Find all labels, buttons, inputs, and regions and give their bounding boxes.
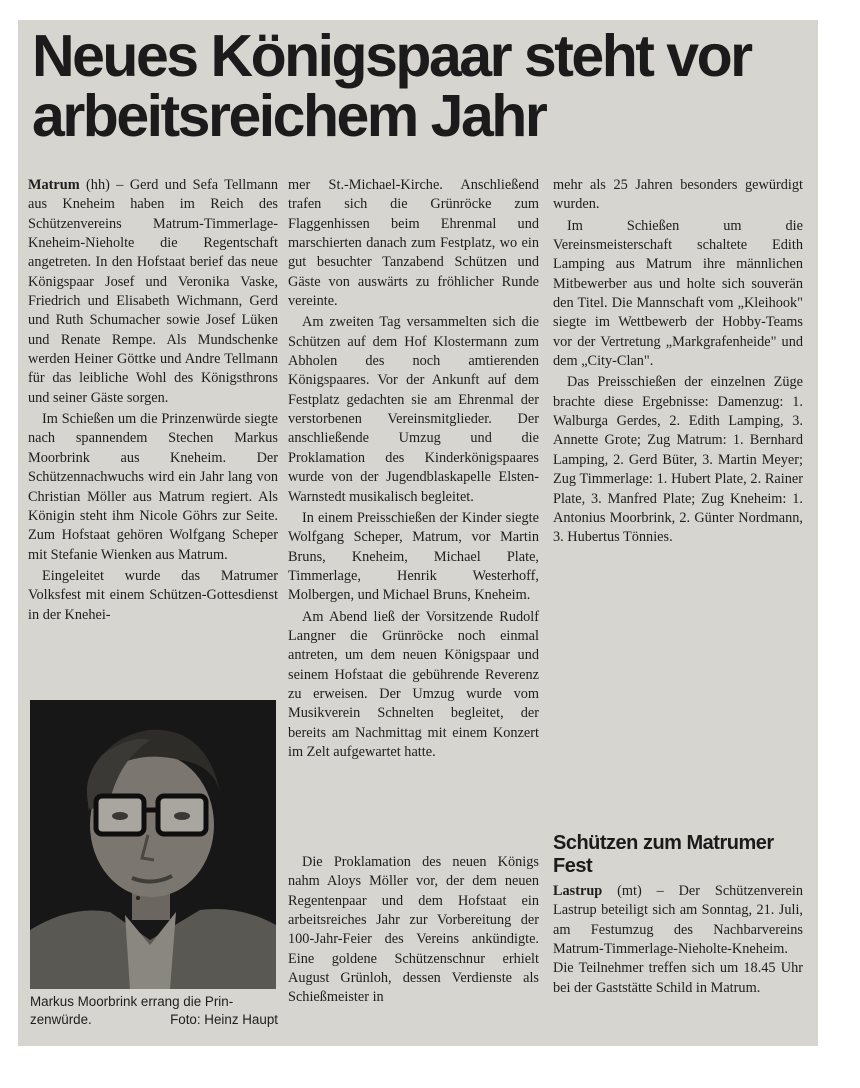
paragraph: Im Schießen um die Vereinsmeisterschaft schaltete Edith Lamping aus Matrum ihre männlichen Mitbewerber aus und holte sich souverän den Titel. Die Mannschaft vom „Kleihook" siegte im Wettbewerb der Hobby-Teams vor der Vertretung „Markgrafenheide" und dem „City-Clan". <box>553 217 803 370</box>
paragraph: In einem Preisschießen der Kinder siegte Wolfgang Scheper, Matrum, vor Martin Bruns, Kneheim, Michael Plate, Timmerlage, Henrik Westerhoff, Molbergen, und Michael Bruns, Kneheim. <box>288 509 539 604</box>
article-column-2 <box>288 176 539 764</box>
sidebar-headline: Schützen zum Matrumer Fest <box>553 832 774 877</box>
paragraph: Eingeleitet wurde das Matrumer Volksfest mit einem Schützen-Gottesdienst in der Knehei- <box>28 567 278 623</box>
portrait-illustration <box>30 700 276 989</box>
dateline: Lastrup <box>553 883 603 899</box>
photo-caption <box>30 993 278 1029</box>
article-column-1 <box>28 176 278 627</box>
paragraph-text: (hh) – Gerd und Sefa Tellmann aus Kneheim haben im Reich des Schützenvereins Matrum-Timmerlage-Kneheim-Nieholte die Regentschaft angetreten. In den Hofstaat berief das neue Königspaar Josef und Veronika Vaske, Friedrich und Elisabeth Wichmann, Gerd und Ruth Schumacher sowie Josef Lüken und Renate Rempe. Als Mundschenke werden Heiner Göttke und Andre Tellmann für das leibliche Wohl des Königsthrons und seiner Gäste sorgen. <box>28 177 278 406</box>
caption-line: zenwürde. <box>30 1012 92 1027</box>
paragraph: Im Schießen um die Prinzenwürde siegte nach spannendem Stechen Markus Moorbrink aus Kneheim. Der Schützennachwuchs wird ein Jahr lang von Christian Möller aus Matrum regiert. Als Königin steht ihm Nicole Göhrs zur Seite. Zum Hofstaat gehören Wolfgang Scheper mit Stefanie Wienken aus Matrum. <box>28 411 278 563</box>
paragraph: Am Abend ließ der Vorsitzende Rudolf Langner die Grünröcke noch einmal antreten, um dem neuen Königspaar und seinem Hofstaat die gebührende Reverenz zu erweisen. Der Umzug wurde vom Musikverein Schnelten begleitet, der bereits am Nachmittag mit einem Konzert im Zelt aufgewartet hatte. <box>288 608 539 760</box>
paragraph <box>553 882 803 998</box>
paragraph-text: (mt) – Der Schützenverein Lastrup beteiligt sich am Sonntag, 21. Juli, am Festumzug des Nachbarvereins Matrum-Timmerlage-Nieholte-Kneheim. Die Teilnehmer treffen sich um 18.45 Uhr bei der Gaststätte Schild in Matrum. <box>553 883 803 996</box>
paragraph: Das Preisschießen der einzelnen Züge brachte diese Ergebnisse: Damenzug: 1. Walburga Gerdes, 2. Edith Lamping, 3. Annette Grote; Zug Matrum: 1. Bernhard Lamping, 2. Gerd Büter, 3. Martin Meyer; Zug Timmerlage: 1. Hubert Plate, 2. Rainer Plate, 3. Manfred Plate; Zug Kneheim: 1. Antonius Moorbrink, 2. Günter Nordmann, 3. Hubertus Tönnies. <box>553 374 803 546</box>
article-headline: Neues Königspaar steht vor arbeitsreichem Jahr <box>32 23 751 149</box>
photo-credit: Foto: Heinz Haupt <box>170 1012 278 1027</box>
paragraph: mehr als 25 Jahren besonders gewürdigt wurden. <box>553 177 803 213</box>
caption-line: Markus Moorbrink errang die Prin- <box>30 994 234 1009</box>
sidebar-article <box>553 882 803 1000</box>
dateline: Matrum <box>28 177 80 193</box>
paragraph: Die Proklamation des neuen Königs nahm Aloys Möller vor, der dem neuen Regentenpaar und dem Hofstaat ein arbeitsreiches Jahr zur Vorbereitung der 100-Jahr-Feier des Vereins ankündigte. Eine goldene Schützenschnur erhielt August Grünloh, dessen Verdienste als Schießmeister in <box>288 854 539 1006</box>
paragraph <box>28 176 278 408</box>
paragraph: Am zweiten Tag versammelten sich die Schützen auf dem Hof Klostermann zum Abholen des noch amtierenden Königspaares. Vor der Ankunft auf dem Festplatz gedachten sie am Ehrenmal der verstorbenen Vereinsmitglieder. Der anschließende Umzug und die Proklamation des Kinderkönigspaares wurde von der Jugendblaskapelle Elsten-Warnstedt musikalisch begleitet. <box>288 314 539 505</box>
paragraph: mer St.-Michael-Kirche. Anschließend trafen sich die Grünröcke zum Flaggenhissen beim Ehrenmal und marschierten danach zum Festplatz, wo ein gut besuchter Tanzabend Schützen und Gäste von auswärts zu fröhlicher Runde vereinte. <box>288 177 539 310</box>
caption-row <box>30 1011 278 1029</box>
article-column-2-bottom <box>288 853 539 1008</box>
portrait-photo <box>30 700 276 989</box>
article-column-3 <box>553 176 803 550</box>
